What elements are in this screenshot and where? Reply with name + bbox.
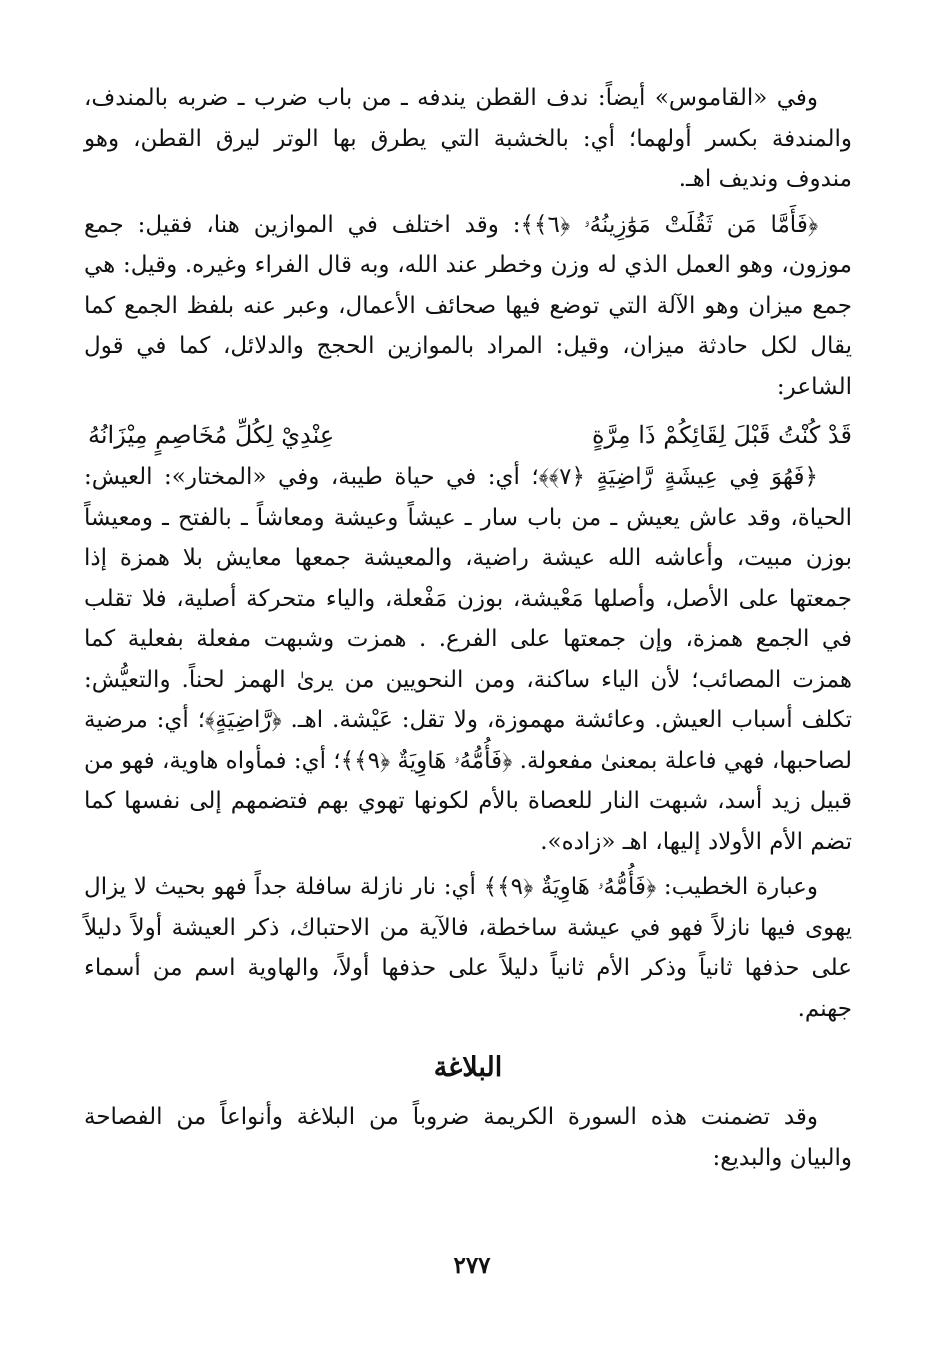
section-heading: البلاغة bbox=[433, 1052, 503, 1083]
paragraph-khatib-explanation: وعبارة الخطيب: ﴿فَأُمُّهُۥ هَاوِيَةٌ ﴿٩﴾﴾ أي: نار نازلة سافلة جداً فهو بحيث لا يزال يهوى فيها نازلاً فهو في عيشة ساخطة، فالآية من الاحتباك، ذكر العيشة أولاً دليلاً على حذفها ثانياً وذكر الأم ثانياً دليلاً على حذفها أولاً، والهاوية اسم من أسماء جهنم. bbox=[84, 874, 852, 1022]
paragraph-isha-explanation: ﴿فَهُوَ فِي عِيشَةٍ رَّاضِيَةٍ ﴿٧﴾﴾؛ أي: في حياة طيبة، وفي «المختار»: العيش: الحياة، وقد عاش يعيش ـ من باب سار ـ عيشاً وعيشة ومعاشاً ـ بالفتح ـ ومعيشاً بوزن مبيت، وأعاشه الله عيشة راضية، والمعيشة جمعها معايش بلا همزة إذا جمعتها على الأصل، وأصلها مَعْيشة، بوزن مَفْعلة، والياء متحركة أصلية، فلا تقلب في الجمع همزة، وإن جمعتها على الفرع. . همزت وشبهت مفعلة بفعلية كما همزت المصائب؛ لأن الياء ساكنة، ومن النحويين من يرىٰ الهمز لحناً. والتعيُّش: تكلف أسباب العيش. وعائشة مهموزة، ولا تقل: عَيْشة. اهـ. ﴿رَّاضِيَةٍ﴾؛ أي: مرضية لصاحبها، فهي فاعلة بمعنىٰ مفعولة. ﴿فَأُمُّهُۥ هَاوِيَةٌ ﴿٩﴾﴾؛ أي: فمأواه هاوية، فهو من قبيل زيد أسد، شبهت النار للعصاة بالأم لكونها تهوي بهم فتضمهم إلى نفسها كما تضم الأم الأولاد إليها، اهـ «زاده». bbox=[84, 464, 852, 855]
paragraph-mawazin-explanation: ﴿فَأَمَّا مَن ثَقُلَتْ مَوَٰزِينُهُۥ ﴿٦﴾﴾: وقد اختلف في الموازين هنا، فقيل: جمع موزون، وهو العمل الذي له وزن وخطر عند الله، وبه قال الفراء وغيره. وقيل: هي جمع ميزان وهو الآلة التي توضع فيها صحائف الأعمال، وعبر عنه بلفظ الجمع كما يقال لكل حادثة ميزان، وقيل: المراد بالموازين الحجج والدلائل، كما في قول الشاعر: bbox=[84, 211, 852, 400]
verse-right-hemistich: قَدْ كُنْتُ قَبْلَ لِقَائِكُمْ ذَا مِرَّةٍ bbox=[591, 421, 852, 449]
paragraph-balagha-intro: وقد تضمنت هذه السورة الكريمة ضروباً من البلاغة وأنواعاً من الفصاحة والبيان والبديع: bbox=[84, 1104, 852, 1171]
page-number: ٢٧٧ bbox=[453, 1252, 491, 1279]
poetry-verse bbox=[84, 413, 852, 457]
verse-left-hemistich: عِنْدِيْ لِكُلِّ مُخَاصِمٍ مِيْزَانُهُ bbox=[88, 421, 335, 449]
paragraph-qamus-definition: وفي «القاموس» أيضاً: ندف القطن يندفه ـ من باب ضرب ـ ضربه بالمندف، والمندفة بكسر أولهما؛ أي: بالخشبة التي يطرق بها الوتر ليرق القطن، وهو مندوف ونديف اهـ. bbox=[84, 85, 852, 192]
